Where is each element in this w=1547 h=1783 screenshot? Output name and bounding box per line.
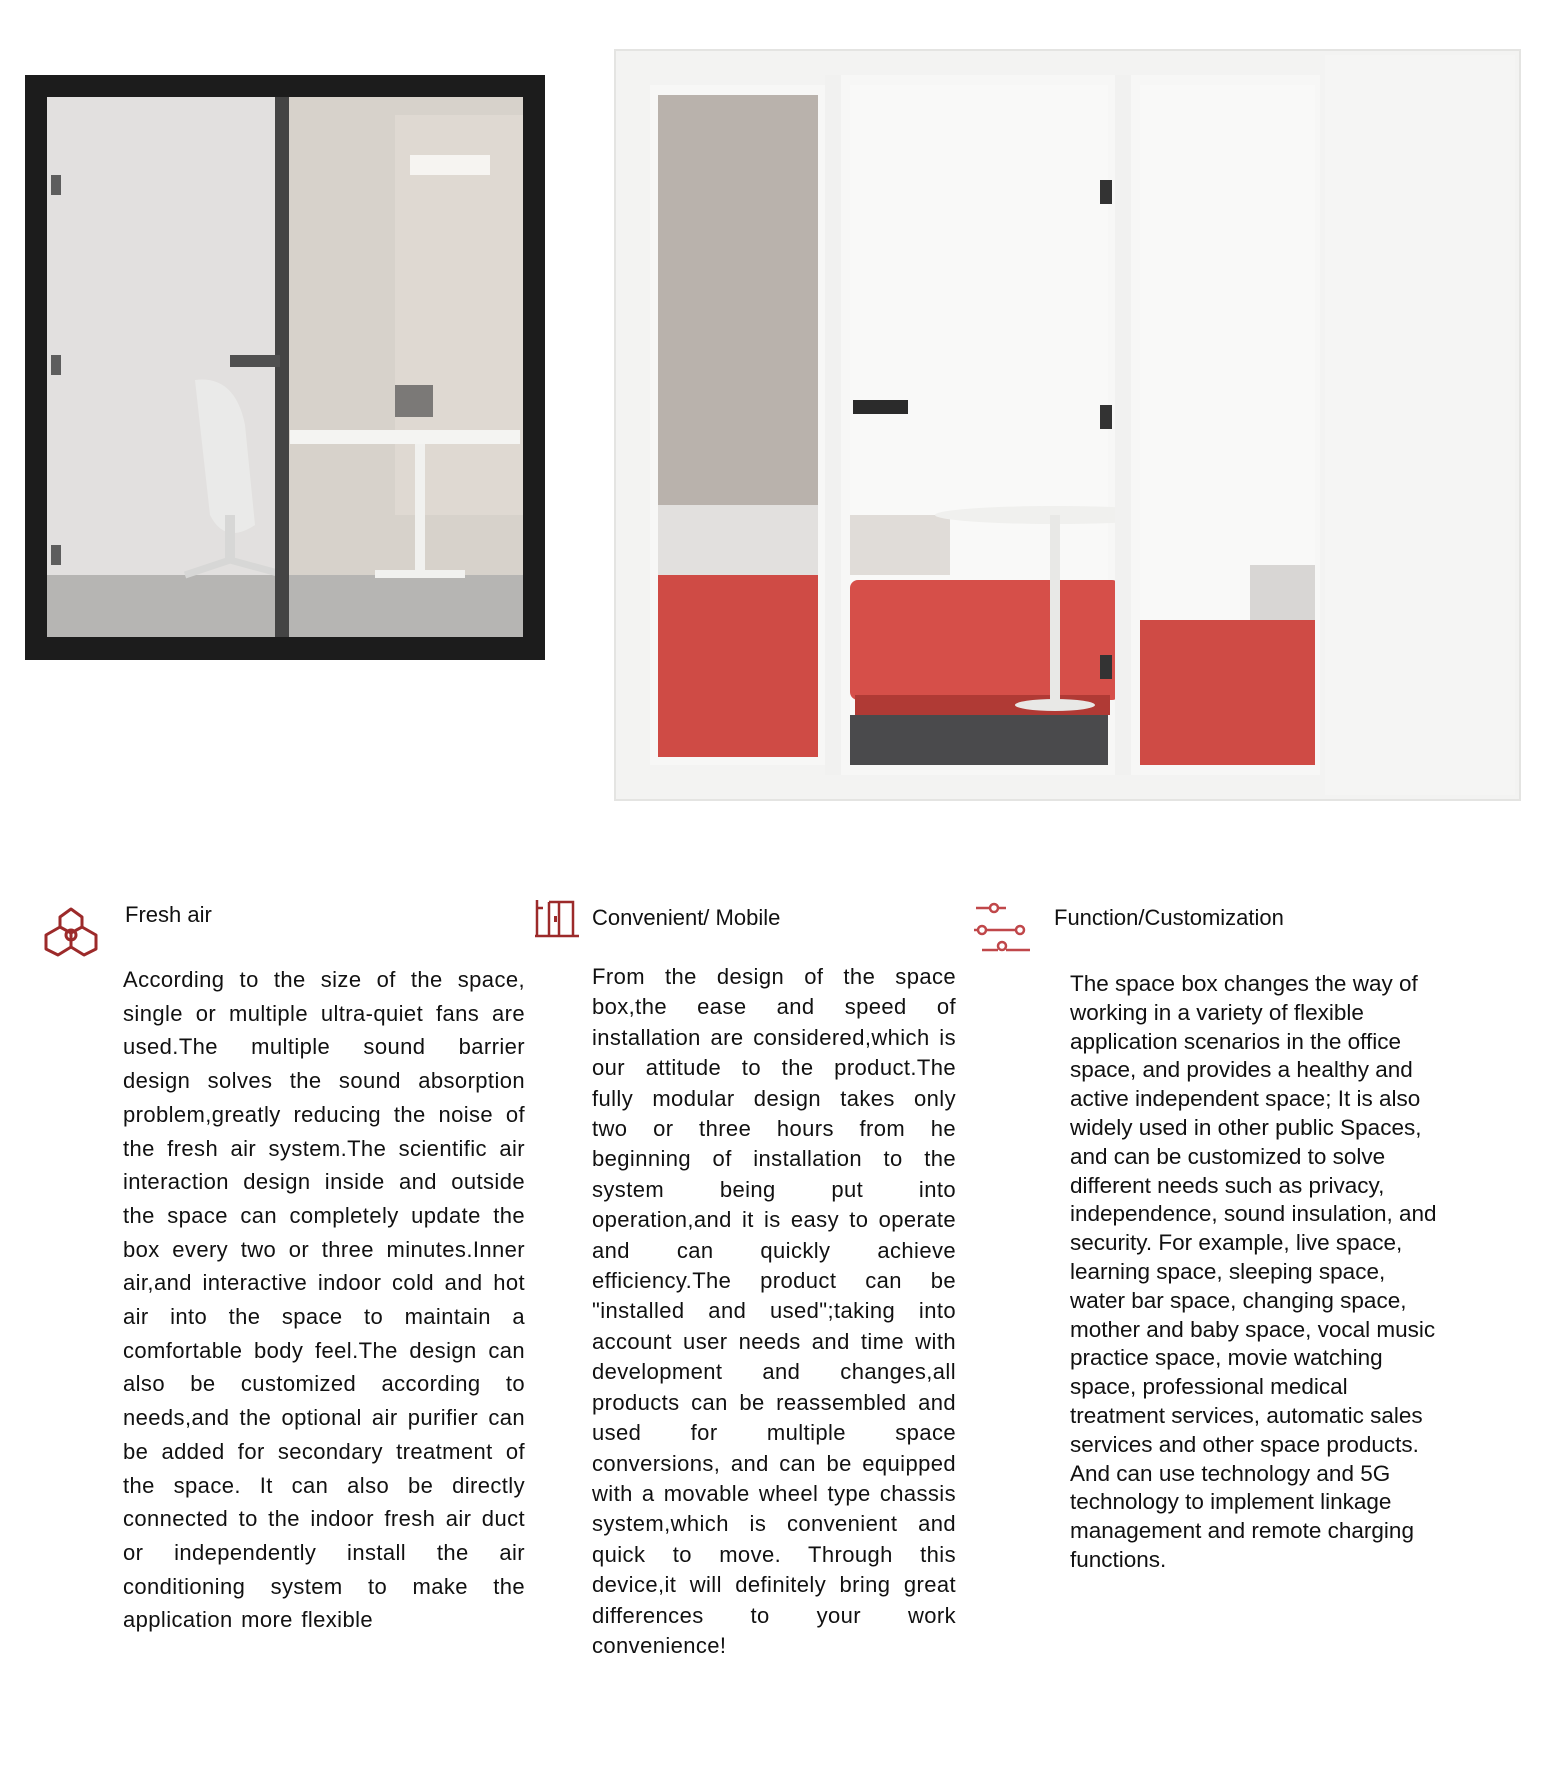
feature-description: From the design of the space box,the ease and speed of installation are considered,which is our attitude to the product.The fully modular design takes only two or three hours from he beginning of installation to the system being put into operation,and it is easy to operate and can quickly achieve efficiency.The product can be "installed and used";taking into account user needs and time with development and changes,all products can be reassembled and used for multiple space conversions, and can be equipped with a movable wheel type chassis system,which is convenient and quick to move. Through this device,it will definitely bring great differences to your work convenience! xyxy=(592,964,956,1658)
feature-title: Fresh air xyxy=(125,902,212,927)
single-pod-photo xyxy=(25,75,545,660)
feature-description: According to the size of the space, single or multiple ultra-quiet fans are used.The multiple sound barrier design solves the sound absorption problem,greatly reducing the noise of the fresh air system.The scientific air interaction design inside and outside the space can completely update the box every two or three minutes.Inner air,and interactive indoor cold and hot air into the space to maintain a comfortable body feel.The design can also be customized according to needs,and the optional air purifier can be added for secondary treatment of the space. It can also be directly connected to the indoor fresh air duct or independently install the air conditioning system to make the application more flexible xyxy=(123,967,525,1633)
door-wheel-icon xyxy=(533,898,581,942)
double-pod-photo xyxy=(610,45,1525,805)
feature-title: Function/Customization xyxy=(1054,905,1284,930)
fan-icon xyxy=(40,905,102,963)
sliders-icon xyxy=(972,900,1032,954)
feature-title: Convenient/ Mobile xyxy=(592,905,781,930)
feature-description: The space box changes the way of working in a variety of flexible application scenarios in the office space, and provides a healthy and active independent space; It is also widely used in other public Spaces, and can be customized to solve different needs such as privacy, independence, sound insulation, and security. For example, live space, learning space, sleeping space, water bar space, changing space, mother and baby space, vocal music practice space, movie watching space, professional medical treatment services, automatic sales services and other space products. And can use technology and 5G technology to implement linkage management and remote charging functions. xyxy=(1070,971,1437,1572)
